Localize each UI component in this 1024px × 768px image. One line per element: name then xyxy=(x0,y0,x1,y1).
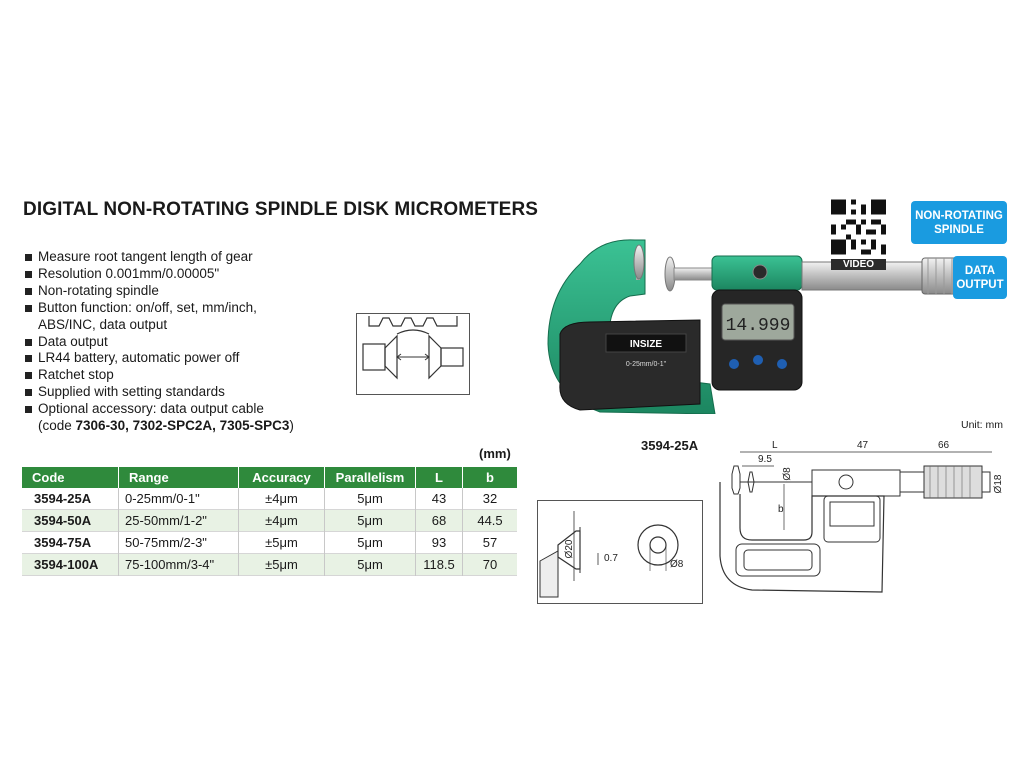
cell-range: 25-50mm/1-2" xyxy=(119,510,239,532)
set-button-icon xyxy=(729,359,739,369)
cell-range: 75-100mm/3-4" xyxy=(119,554,239,576)
cell-accuracy: ±4μm xyxy=(239,488,325,510)
table-row xyxy=(22,488,517,510)
cell-parallelism: 5μm xyxy=(325,532,416,554)
feature-item: Ratchet stop xyxy=(24,367,294,384)
feature-item: Measure root tangent length of gear xyxy=(24,249,294,266)
dim-47: 47 xyxy=(857,440,869,451)
badge-line: OUTPUT xyxy=(956,278,1004,291)
disk-detail-diagram xyxy=(537,500,703,604)
badge-line: NON-ROTATING xyxy=(915,209,1003,222)
column-header-parallelism: Parallelism xyxy=(325,467,416,488)
gear-contact-diagram xyxy=(356,313,470,395)
table-header-row xyxy=(22,467,517,488)
table-unit: (mm) xyxy=(479,446,511,461)
dim-phi20: Ø20 xyxy=(564,539,575,559)
cell-parallelism: 5μm xyxy=(325,554,416,576)
cell-l: 118.5 xyxy=(416,554,463,576)
page-title: DIGITAL NON-ROTATING SPINDLE DISK MICROMETERS xyxy=(23,199,539,220)
dim-phi8-top: Ø8 xyxy=(782,467,793,481)
column-header-b: b xyxy=(463,467,518,488)
display-reading: 14.999 xyxy=(725,316,791,336)
table-row xyxy=(22,510,517,532)
accessory-codes: 7306-30, 7302-SPC2A, 7305-SPC3 xyxy=(75,418,290,434)
cell-b: 44.5 xyxy=(463,510,518,532)
column-header-l: L xyxy=(416,467,463,488)
cell-parallelism: 5μm xyxy=(325,510,416,532)
dim-L: L xyxy=(772,440,778,451)
video-label: VIDEO xyxy=(831,259,886,270)
table-row xyxy=(22,532,517,554)
column-header-accuracy: Accuracy xyxy=(239,467,325,488)
technical-drawing xyxy=(712,436,1010,606)
accessory-code-suffix: ) xyxy=(289,418,294,434)
drawing-unit-note: Unit: mm xyxy=(961,419,1003,431)
cell-code: 3594-75A xyxy=(22,532,119,554)
drawing-model-label: 3594-25A xyxy=(641,438,699,453)
dim-9-5: 9.5 xyxy=(758,454,772,465)
dim-thickness: 0.7 xyxy=(604,553,618,564)
dim-b: b xyxy=(778,504,784,515)
cell-b: 32 xyxy=(463,488,518,510)
accessory-code-prefix: (code xyxy=(38,418,76,434)
dim-phi8-side: Ø8 xyxy=(670,559,684,570)
power-button-icon xyxy=(777,359,787,369)
cell-code: 3594-25A xyxy=(22,488,119,510)
cell-range: 0-25mm/0-1" xyxy=(119,488,239,510)
feature-item: LR44 battery, automatic power off xyxy=(24,350,294,367)
badge-line: SPINDLE xyxy=(934,223,984,236)
cell-l: 43 xyxy=(416,488,463,510)
data-output-badge xyxy=(953,256,1007,299)
column-header-code: Code xyxy=(22,467,119,488)
cell-accuracy: ±5μm xyxy=(239,532,325,554)
feature-item: Data output xyxy=(24,334,294,351)
cell-range: 50-75mm/2-3" xyxy=(119,532,239,554)
feature-item: Non-rotating spindle xyxy=(24,283,294,300)
range-label: 0-25mm/0-1" xyxy=(625,361,667,368)
non-rotating-spindle-badge xyxy=(911,201,1007,244)
cell-parallelism: 5μm xyxy=(325,488,416,510)
cell-code: 3594-100A xyxy=(22,554,119,576)
feature-item: Resolution 0.001mm/0.00005" xyxy=(24,266,294,283)
badge-line: DATA xyxy=(964,264,996,277)
product-photo xyxy=(540,234,980,414)
qr-code-icon xyxy=(831,199,886,255)
feature-item: Supplied with setting standards xyxy=(24,384,294,401)
cell-accuracy: ±4μm xyxy=(239,510,325,532)
specifications-table xyxy=(22,467,517,576)
table-row xyxy=(22,554,517,576)
feature-list xyxy=(24,249,294,435)
cell-b: 70 xyxy=(463,554,518,576)
feature-item: Optional accessory: data output cable xyxy=(24,401,294,418)
cell-code: 3594-50A xyxy=(22,510,119,532)
mode-button-icon xyxy=(753,355,763,365)
feature-item-continuation: ABS/INC, data output xyxy=(38,316,168,332)
cell-accuracy: ±5μm xyxy=(239,554,325,576)
column-header-range: Range xyxy=(119,467,239,488)
dim-phi18: Ø18 xyxy=(993,474,1004,494)
feature-item: Button function: on/off, set, mm/inch, xyxy=(24,300,294,317)
brand-logo: INSIZE xyxy=(629,339,663,350)
feature-item-continuation xyxy=(24,418,294,435)
cell-l: 68 xyxy=(416,510,463,532)
cell-b: 57 xyxy=(463,532,518,554)
dim-66: 66 xyxy=(938,440,950,451)
qr-code-video[interactable] xyxy=(831,199,886,270)
cell-l: 93 xyxy=(416,532,463,554)
